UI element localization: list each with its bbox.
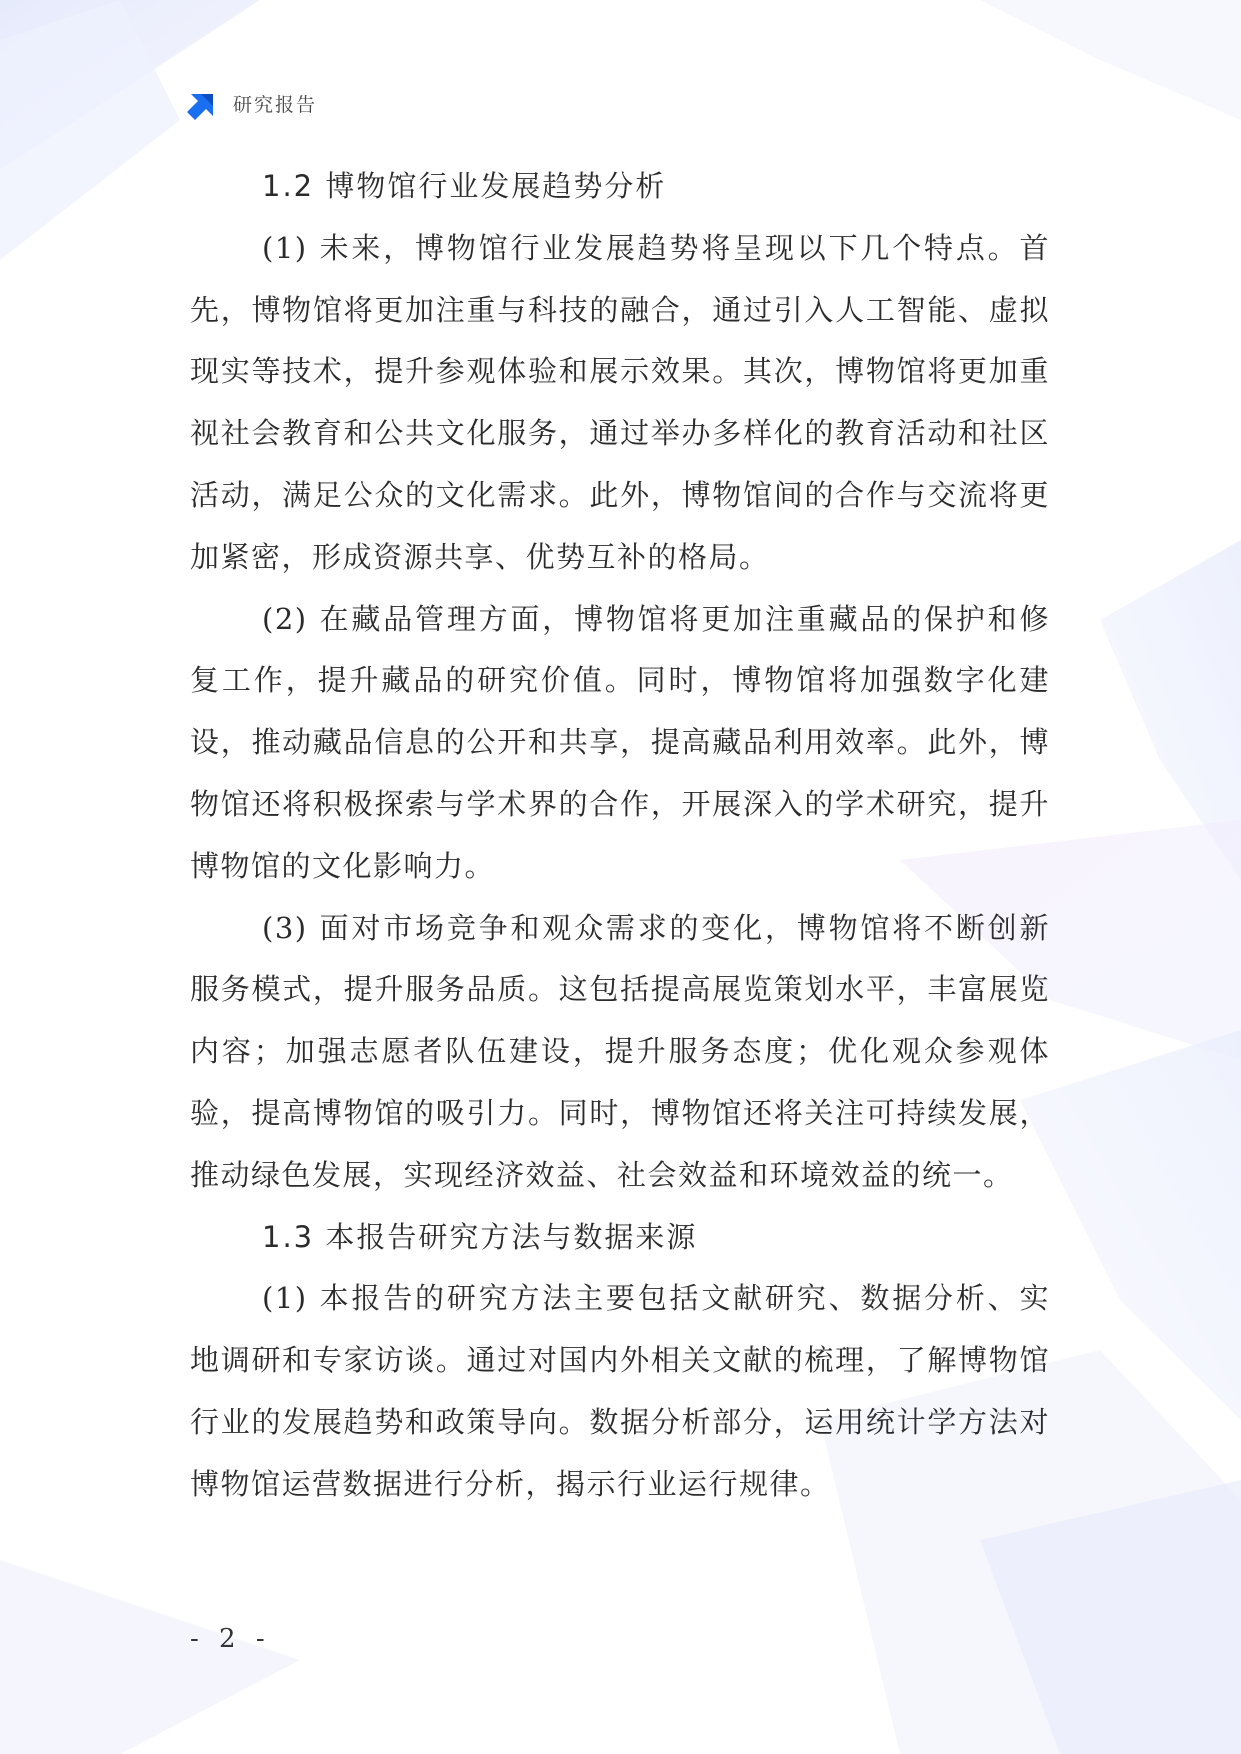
section-heading: 1.2 博物馆行业发展趋势分析 <box>262 169 667 203</box>
paragraph: (2) 在藏品管理方面，博物馆将更加注重藏品的保护和修复工作，提升藏品的研究价值。同时，博物馆将加强数字化建设，推动藏品信息的公开和共享，提高藏品利用效率。此外，博物馆还将积极探索与学术界的合作，开展深入的学术研究，提升博物馆的文化影响力。 <box>190 601 1050 883</box>
header-label: 研究报告 <box>233 93 318 116</box>
page-number: - 2 - <box>190 1624 271 1654</box>
arrow-up-right-icon <box>187 86 221 120</box>
report-header <box>187 86 317 120</box>
paragraph: (1) 未来，博物馆行业发展趋势将呈现以下几个特点。首先，博物馆将更加注重与科技的融合，通过引入人工智能、虚拟现实等技术，提升参观体验和展示效果。其次，博物馆将更加重视社会教育和公共文化服务，通过举办多样化的教育活动和社区活动，满足公众的文化需求。此外，博物馆间的合作与交流将更加紧密，形成资源共享、优势互补的格局。 <box>190 230 1050 574</box>
paragraph: (1) 本报告的研究方法主要包括文献研究、数据分析、实地调研和专家访谈。通过对国内外相关文献的梳理，了解博物馆行业的发展趋势和政策导向。数据分析部分，运用统计学方法对博物馆运营数据进行分析，揭示行业运行规律。 <box>190 1281 1050 1501</box>
document-body <box>190 156 1050 1516</box>
section-heading: 1.3 本报告研究方法与数据来源 <box>262 1219 698 1254</box>
paragraph: (3) 面对市场竞争和观众需求的变化，博物馆将不断创新服务模式，提升服务品质。这包括提高展览策划水平，丰富展览内容；加强志愿者队伍建设，提升服务态度；优化观众参观体验，提高博物馆的吸引力。同时，博物馆还将关注可持续发展，推动绿色发展，实现经济效益、社会效益和环境效益的统一。 <box>190 910 1050 1192</box>
